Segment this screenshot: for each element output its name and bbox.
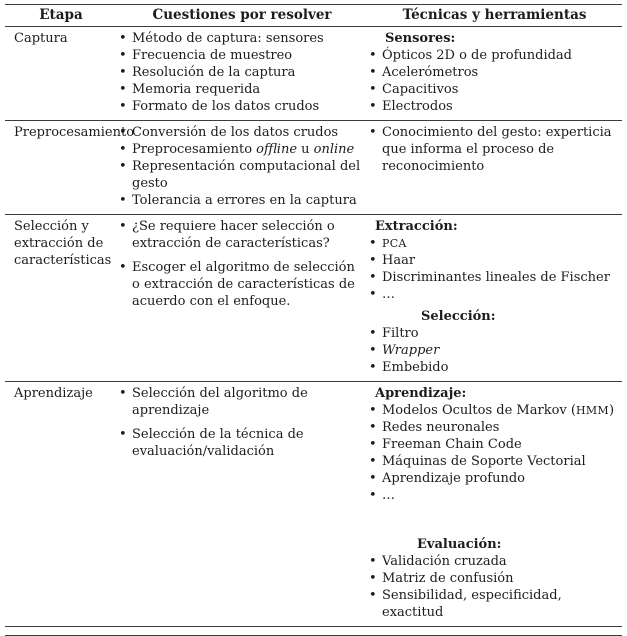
bullet-item: • Validación cruzada: [369, 553, 620, 570]
bullet-item: • Resolución de la captura: [119, 64, 365, 81]
bullet-item: • …: [369, 487, 620, 504]
bullet-item: • Acelerómetros: [369, 64, 620, 81]
bullet-item: [119, 141, 365, 158]
cuestiones-list: [119, 218, 365, 310]
text-part: Preprocesamiento: [132, 142, 257, 157]
tecnicas-list: [369, 47, 620, 115]
text-part-italic: online: [313, 142, 355, 157]
bullet-item: • Discriminantes lineales de Fischer: [369, 269, 620, 286]
bullet-item: • Tolerancia a errores en la captura: [119, 192, 365, 209]
bullet-item: • Redes neuronales: [369, 419, 620, 436]
header-cuestiones: Cuestiones por resolver: [117, 5, 367, 27]
section-heading-sensores: Sensores:: [385, 31, 456, 46]
cuestiones-list: [119, 124, 365, 209]
evaluacion-list: [369, 553, 620, 621]
bullet-item: • Selección del algoritmo de aprendizaje: [119, 385, 365, 419]
bottom-rule-spacer: [5, 627, 622, 636]
cuestiones-list: [119, 30, 365, 115]
stages-table: [5, 4, 622, 636]
smallcaps-text: HMM: [575, 404, 609, 417]
bullet-item: [369, 235, 620, 252]
bullet-item: • Método de captura: sensores: [119, 30, 365, 47]
row-aprendizaje: [5, 382, 622, 627]
section-heading-seleccion: Selección:: [421, 309, 496, 324]
bullet-item: • Memoria requerida: [119, 81, 365, 98]
bullet-item: • Representación computacional del gesto: [119, 158, 365, 192]
tecnicas-cell-captura: [367, 27, 622, 121]
bullet-item: • Conversión de los datos crudos: [119, 124, 365, 141]
spacer-cell: [5, 627, 622, 636]
text-part-italic: offline: [256, 142, 298, 157]
row-captura: [5, 27, 622, 121]
header-row: [5, 5, 622, 27]
header-tecnicas: Técnicas y herramientas: [367, 5, 622, 27]
section-heading-evaluacion: Evaluación:: [417, 537, 502, 552]
tecnicas-cell-seleccion: [367, 215, 622, 382]
stage-name-aprendizaje: Aprendizaje: [14, 386, 93, 401]
bullet-item: • Ópticos 2D o de profundidad: [369, 47, 620, 64]
tecnicas-cell-preprocesamiento: [367, 121, 622, 215]
cuestiones-list: [119, 385, 365, 460]
cuestiones-cell-captura: [117, 27, 367, 121]
extraccion-list: [369, 235, 620, 303]
cuestiones-cell-preprocesamiento: [117, 121, 367, 215]
bullet-item: • Formato de los datos crudos: [119, 98, 365, 115]
seleccion-list: [369, 325, 620, 376]
bullet-item: • Filtro: [369, 325, 620, 342]
cuestiones-cell-aprendizaje: [117, 382, 367, 627]
bullet-item: • Selección de la técnica de evaluación/validación: [119, 426, 365, 460]
text-part: ): [608, 403, 615, 418]
tecnicas-cell-aprendizaje: [367, 382, 622, 627]
bullet-item: • Frecuencia de muestreo: [119, 47, 365, 64]
row-seleccion-extraccion: [5, 215, 622, 382]
smallcaps-text: PCA: [382, 237, 407, 250]
stage-name-captura: Captura: [14, 31, 68, 46]
bullet-item: • ¿Se requiere hacer selección o extracción de características?: [119, 218, 365, 252]
stage-name-seleccion: Selección y extracción de características: [14, 219, 112, 268]
bullet-item: • Embebido: [369, 359, 620, 376]
section-heading-aprendizaje: Aprendizaje:: [375, 386, 467, 401]
bullet-item: [369, 402, 620, 419]
bullet-item: • Electrodos: [369, 98, 620, 115]
header-etapa: Etapa: [5, 5, 117, 27]
text-part: Modelos Ocultos de Markov (: [382, 403, 576, 418]
bullet-item: • Escoger el algoritmo de selección o extracción de características de acuerdo con el enfoque.: [119, 259, 365, 310]
bullet-item: • Sensibilidad, especificidad, exactitud: [369, 587, 620, 621]
bullet-item: • …: [369, 286, 620, 303]
stage-name-preprocesamiento: Preprocesamiento: [14, 125, 135, 140]
aprendizaje-list: [369, 402, 620, 504]
tecnicas-list: [369, 124, 620, 175]
bullet-item: • Matriz de confusión: [369, 570, 620, 587]
text-part: u: [297, 142, 314, 157]
bullet-item: • Conocimiento del gesto: experticia que informa el proceso de reconocimiento: [369, 124, 620, 175]
bullet-item: • Haar: [369, 252, 620, 269]
cuestiones-cell-seleccion: [117, 215, 367, 382]
bullet-item: • Aprendizaje profundo: [369, 470, 620, 487]
row-preprocesamiento: [5, 121, 622, 215]
section-heading-extraccion: Extracción:: [375, 219, 458, 234]
bullet-item: • Máquinas de Soporte Vectorial: [369, 453, 620, 470]
bullet-item-italic: • Wrapper: [369, 342, 620, 359]
bullet-item: • Capacitivos: [369, 81, 620, 98]
bullet-item: • Freeman Chain Code: [369, 436, 620, 453]
